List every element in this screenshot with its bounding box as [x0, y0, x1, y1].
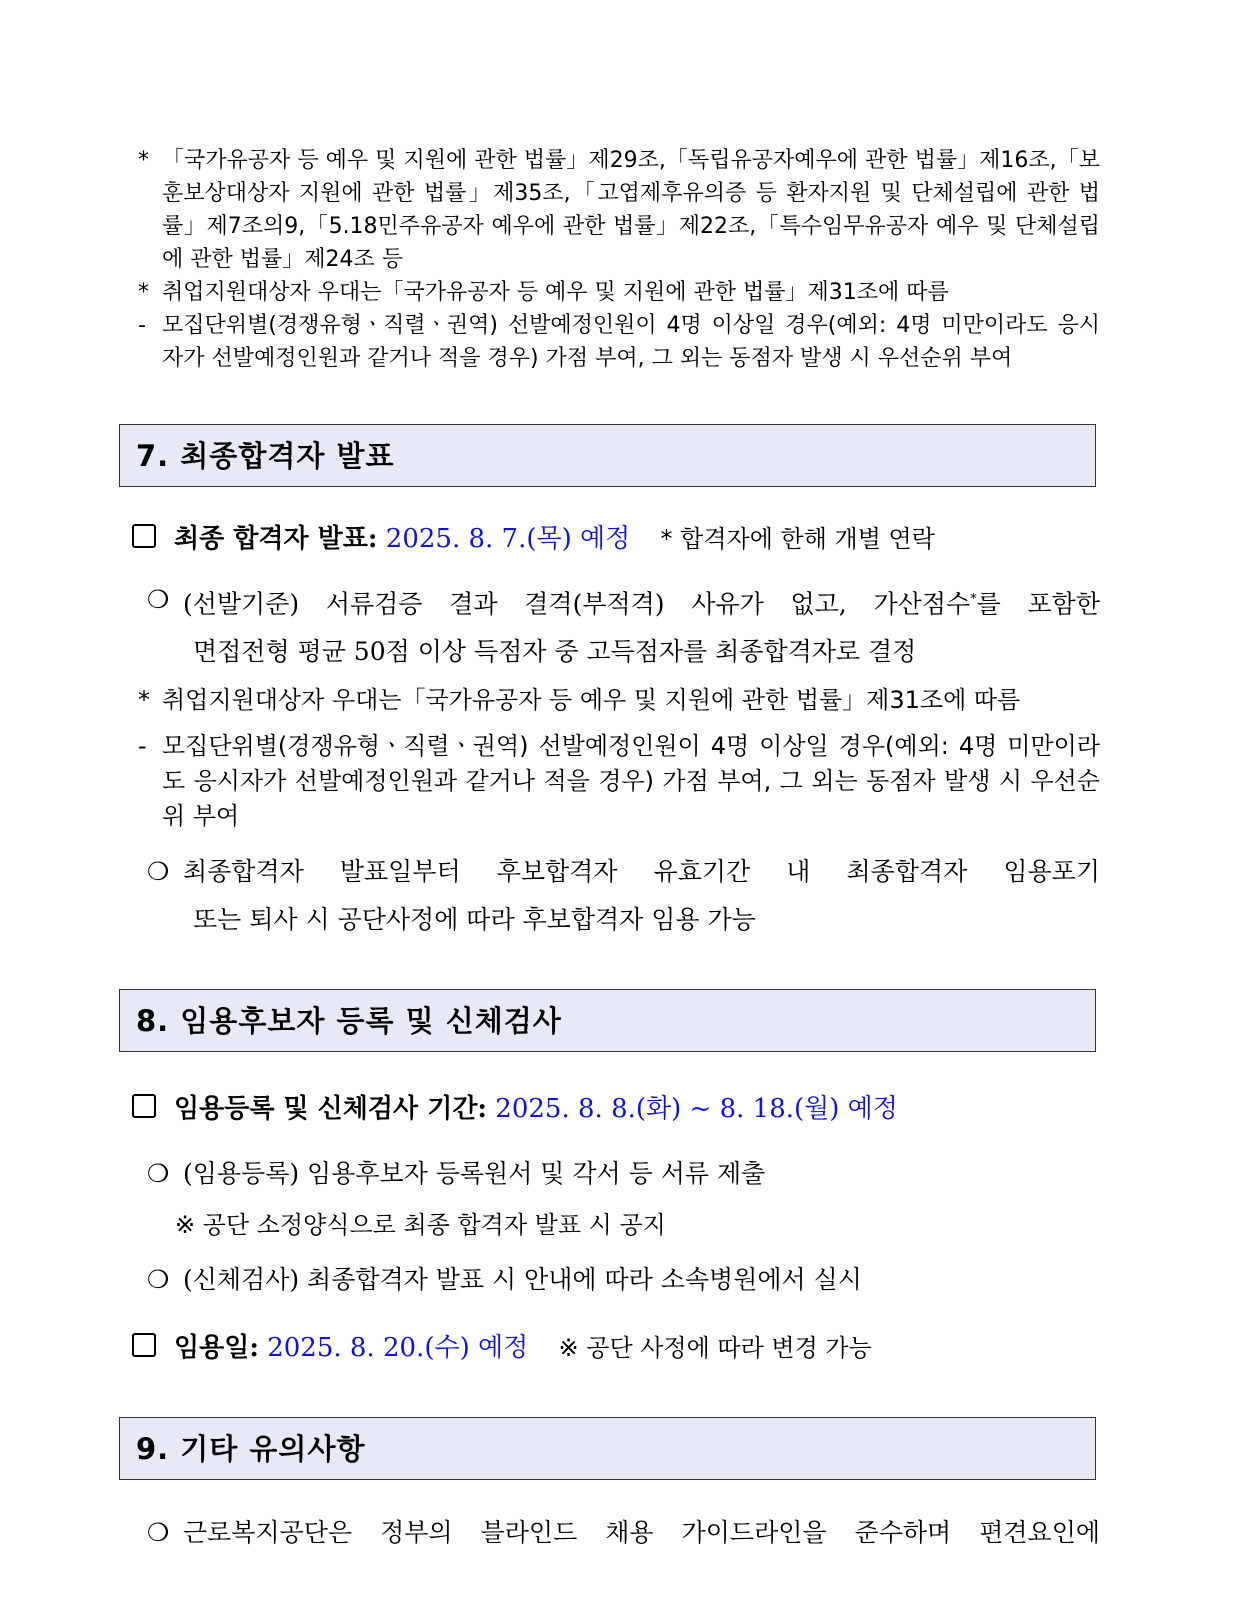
checkbox-square-icon [132, 1333, 156, 1357]
circle-bullet-icon: ❍ [147, 1518, 170, 1547]
note-item [138, 309, 1100, 375]
sec7-note-1 [138, 683, 1100, 718]
registration-item [147, 1150, 1100, 1198]
section-7-title: 7. 최종합격자 발표 [119, 424, 1096, 487]
note-marker: * [138, 148, 149, 173]
medical-exam-item [147, 1256, 1100, 1304]
criteria-text-a: (선발기준) 서류검증 결과 결격(부적격) 사유가 없고, 가산점수 [183, 589, 971, 619]
note-text: 공단 소정양식으로 최종 합격자 발표 시 공지 [202, 1211, 666, 1239]
criteria-item [147, 576, 1100, 676]
circle-bullet-icon: ❍ [147, 1159, 170, 1188]
note-marker: * [138, 280, 149, 305]
note-marker: - [138, 732, 147, 760]
period-label: 임용등록 및 신체검사 기간: [174, 1094, 488, 1124]
appointment-item [132, 1331, 872, 1365]
circle-bullet-icon: ❍ [147, 585, 170, 614]
note-text: 취업지원대상자 우대는「국가유공자 등 예우 및 지원에 관한 법률」제31조에 따름 [162, 280, 949, 305]
criteria-sup: * [970, 592, 977, 607]
circle-bullet-icon: ❍ [147, 1265, 170, 1294]
note-text: 모집단위별(경쟁유형ㆍ직렬ㆍ권역) 선발예정인원이 4명 이상일 경우(예외: 4명 미만이라도 응시자가 선발예정인원과 같거나 적을 경우) 가점 부여, 그 외는 동점자 발생 시 우선순위 부여 [162, 313, 1100, 371]
appointment-label: 임용일: [174, 1333, 259, 1363]
criteria-text-b: 를 포함한 [976, 589, 1100, 619]
checkbox-square-icon [132, 524, 156, 548]
note-marker: - [138, 313, 146, 338]
appointment-note: ※ 공단 사정에 따라 변경 가능 [558, 1334, 872, 1362]
blind-hiring-text: 근로복지공단은 정부의 블라인드 채용 가이드라인을 준수하며 편견요인에 [183, 1518, 1100, 1547]
note-item [138, 144, 1100, 276]
section-9-title: 9. 기타 유의사항 [119, 1417, 1096, 1480]
registration-note [175, 1208, 666, 1243]
reserve-text-1: 최종합격자 발표일부터 후보합격자 유효기간 내 최종합격자 임용포기 [183, 857, 1100, 886]
period-date: 2025. 8. 8.(화) ~ 8. 18.(월) 예정 [495, 1094, 898, 1124]
note-item [138, 276, 1100, 309]
section-8-title: 8. 임용후보자 등록 및 신체검사 [119, 989, 1096, 1052]
reserve-text-2: 또는 퇴사 시 공단사정에 따라 후보합격자 임용 가능 [193, 905, 756, 934]
reserve-item [147, 848, 1100, 944]
blind-hiring-item [147, 1509, 1100, 1557]
announce-label: 최종 합격자 발표: [174, 524, 378, 554]
medical-exam-text: (신체검사) 최종합격자 발표 시 안내에 따라 소속병원에서 실시 [183, 1265, 862, 1294]
note-marker: ※ [175, 1211, 196, 1239]
announce-date: 2025. 8. 7.(목) 예정 [385, 524, 631, 554]
note-marker: * [138, 686, 150, 714]
period-item [132, 1092, 898, 1126]
checkbox-square-icon [132, 1094, 156, 1118]
circle-bullet-icon: ❍ [147, 857, 170, 886]
note-text: 모집단위별(경쟁유형ㆍ직렬ㆍ권역) 선발예정인원이 4명 이상일 경우(예외: 4명 미만이라도 응시자가 선발예정인원과 같거나 적을 경우) 가점 부여, 그 외는 동점자 발생 시 우선순위 부여 [162, 732, 1100, 830]
sec7-note-2 [138, 729, 1100, 834]
announce-item [132, 522, 935, 556]
note-text: 취업지원대상자 우대는「국가유공자 등 예우 및 지원에 관한 법률」제31조에 따름 [162, 686, 1021, 714]
announce-note: * 합격자에 한해 개별 연락 [660, 525, 935, 553]
note-text: 「국가유공자 등 예우 및 지원에 관한 법률」제29조,「독립유공자예우에 관한 법률」제16조,「보훈보상대상자 지원에 관한 법률」제35조,「고엽제후유의증 등 환자지원 및 단체설립에 관한 법률」제7조의9,「5.18민주유공자 예우에 관한 법률」제22조,「특수임무유공자 예우 및 단체설립에 관한 법률」제24조 등 [162, 148, 1100, 272]
criteria-text-2: 면접전형 평균 50점 이상 득점자 중 고득점자를 최종합격자로 결정 [193, 637, 917, 667]
registration-text: (임용등록) 임용후보자 등록원서 및 각서 등 서류 제출 [183, 1159, 766, 1188]
appointment-date: 2025. 8. 20.(수) 예정 [267, 1333, 529, 1363]
top-notes [138, 144, 1100, 375]
